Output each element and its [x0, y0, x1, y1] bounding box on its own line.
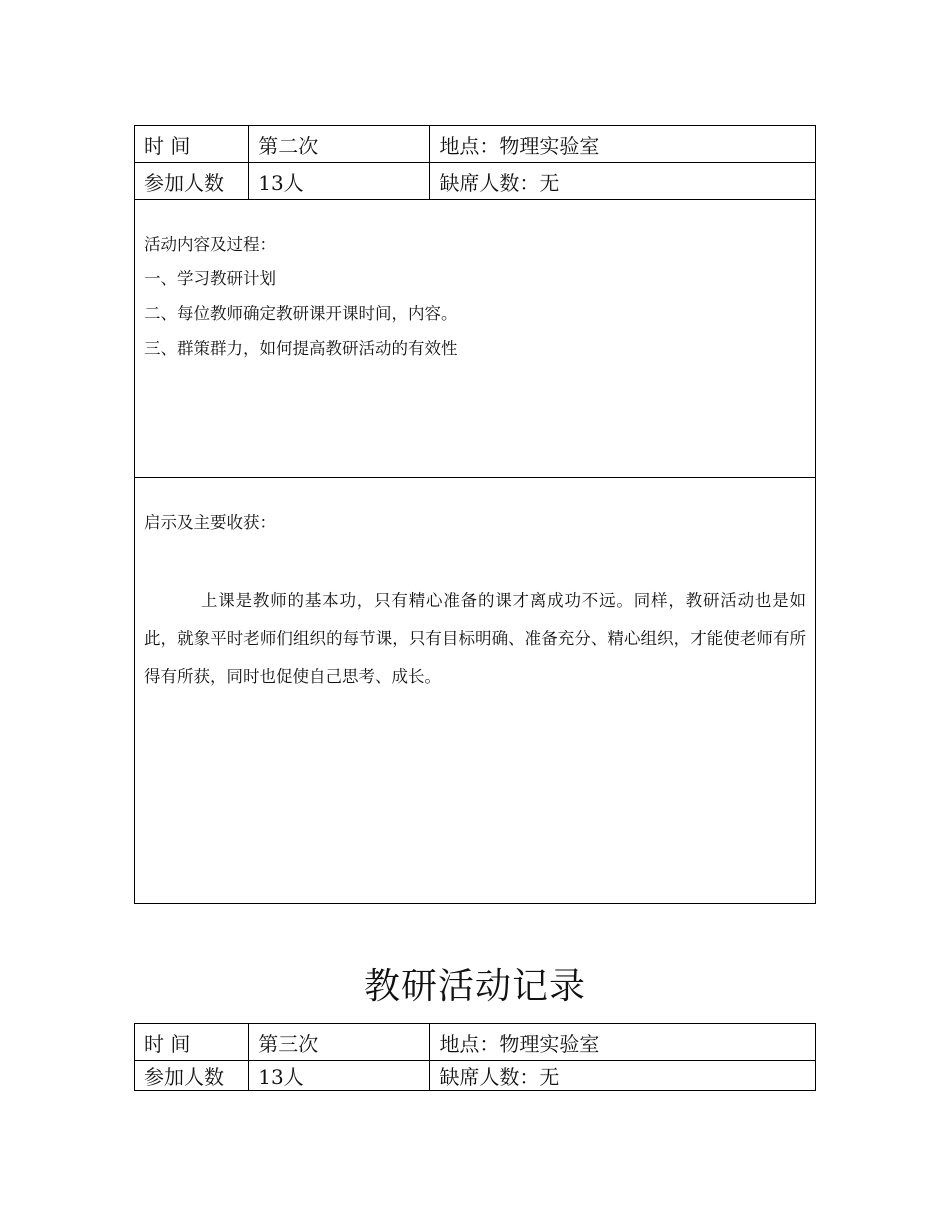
insight-heading: 启示及主要收获： [144, 513, 276, 532]
absent-value: 缺席人数：无 [430, 163, 816, 200]
attendance-value: 13人 [249, 163, 430, 200]
content-list [144, 261, 806, 366]
content-cell [135, 200, 816, 478]
content-item: 三、群策群力，如何提高教研活动的有效性 [144, 339, 458, 358]
content-heading: 活动内容及过程： [144, 235, 276, 254]
location-value: 地点：物理实验室 [430, 1024, 816, 1061]
insight-paragraph: 上课是教师的基本功，只有精心准备的课才离成功不远。同样，教研活动也是如此，就象平时老师们组织的每节课，只有目标明确、准备充分、精心组织，才能使老师有所得有所获，同时也促使自己思考、成长。 [144, 591, 806, 686]
content-item: 二、每位教师确定教研课开课时间，内容。 [144, 304, 458, 323]
header-row-time [135, 126, 816, 163]
document-title: 教研活动记录 [363, 966, 586, 1007]
record-table-2 [134, 1023, 816, 1091]
header-row-time [135, 1024, 816, 1061]
attendance-label: 参加人数 [135, 163, 249, 200]
insight-row [135, 478, 816, 904]
attendance-label: 参加人数 [135, 1061, 249, 1091]
content-row [135, 200, 816, 478]
header-row-attendance [135, 1061, 816, 1091]
location-value: 地点：物理实验室 [430, 126, 816, 163]
attendance-value: 13人 [249, 1061, 430, 1091]
header-row-attendance [135, 163, 816, 200]
session-value: 第三次 [249, 1024, 430, 1061]
record-table-1 [134, 125, 816, 904]
content-item: 一、学习教研计划 [144, 269, 276, 288]
absent-value: 缺席人数：无 [430, 1061, 816, 1091]
time-label: 时 间 [135, 1024, 249, 1061]
time-label: 时 间 [135, 126, 249, 163]
insight-cell [135, 478, 816, 904]
session-value: 第二次 [249, 126, 430, 163]
